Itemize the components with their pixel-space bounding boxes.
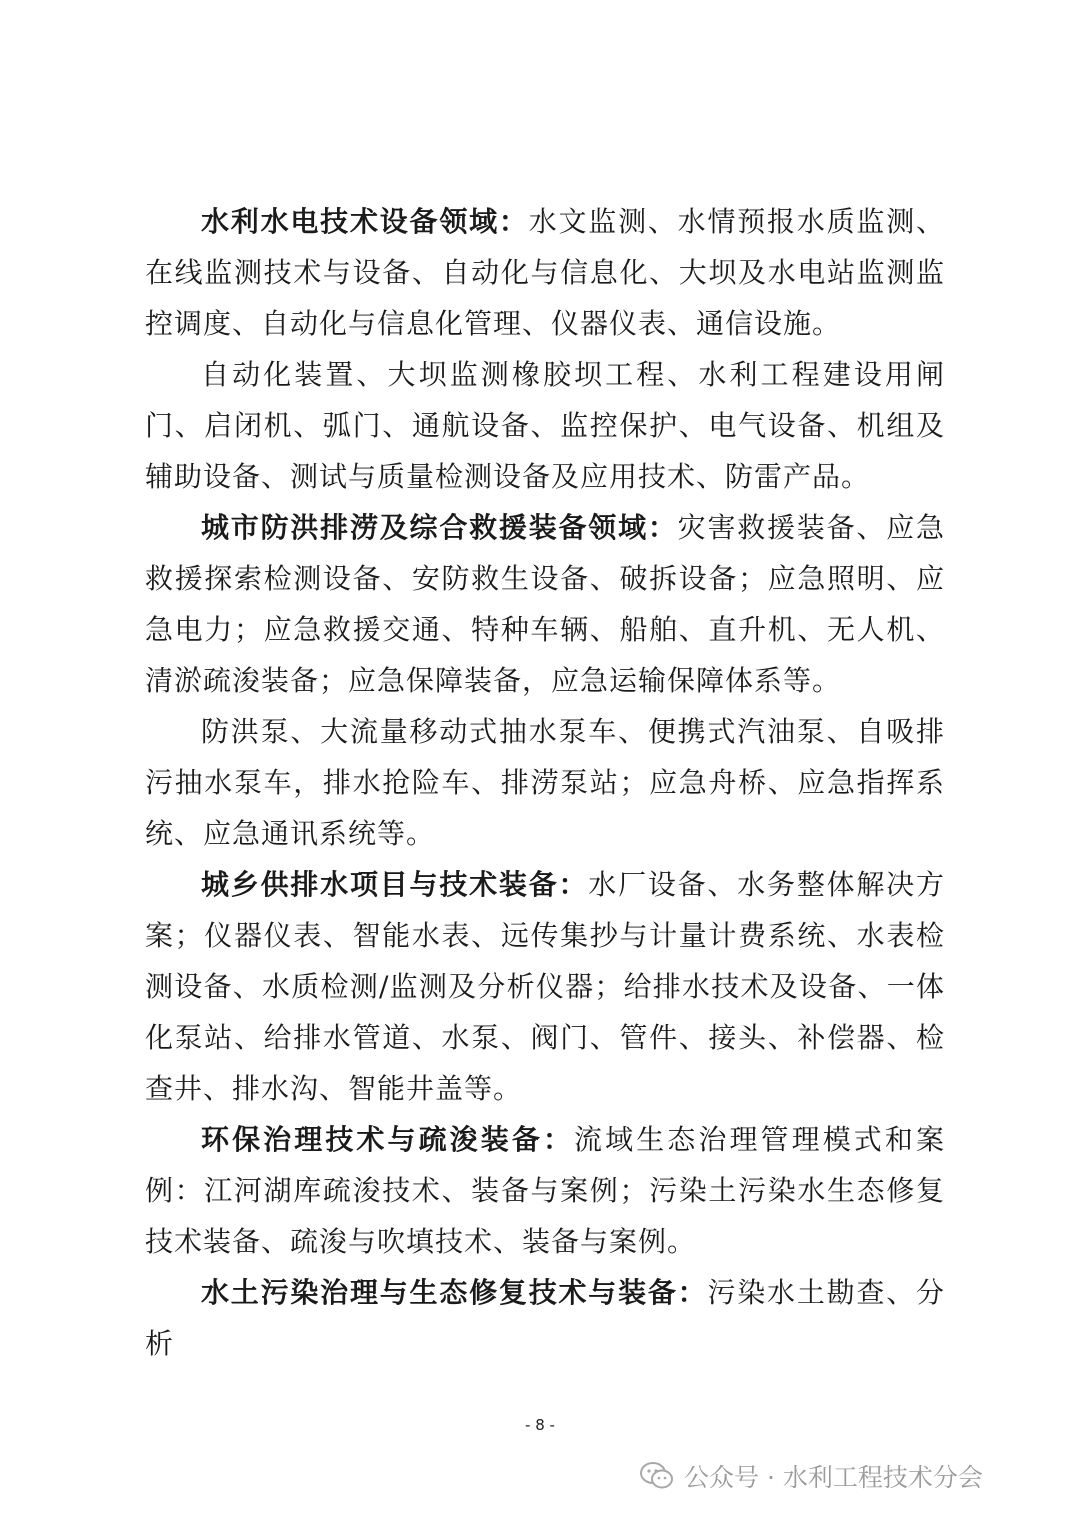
paragraph-pumps — [145, 706, 945, 859]
paragraph-environmental — [145, 1114, 945, 1267]
wechat-icon — [640, 1461, 674, 1491]
paragraph-text: 灾害救援装备、应急救援探索检测设备、安防救生设备、破拆设备；应急照明、应急电力；应急救援交通、特种车辆、船舶、直升机、无人机、清淤疏浚装备；应急保障装备，应急运输保障体系等。 — [145, 511, 945, 697]
paragraph-text: 防洪泵、大流量移动式抽水泵车、便携式汽油泵、自吸排污抽水泵车，排水抢险车、排涝泵站；应急舟桥、应急指挥系统、应急通讯系统等。 — [145, 715, 945, 850]
paragraph-heading: 城乡供排水项目与技术装备： — [201, 868, 589, 901]
paragraph-text: 水厂设备、水务整体解决方案；仪器仪表、智能水表、远传集抄与计量计费系统、水表检测设备、水质检测/监测及分析仪器；给排水技术及设备、一体化泵站、给排水管道、水泵、阀门、管件、接头、补偿器、检查井、排水沟、智能井盖等。 — [145, 868, 945, 1105]
paragraph-soil-pollution — [145, 1267, 945, 1369]
watermark — [640, 1458, 983, 1494]
paragraph-flood-rescue — [145, 502, 945, 706]
paragraph-text: 自动化装置、大坝监测橡胶坝工程、水利工程建设用闸门、启闭机、弧门、通航设备、监控保护、电气设备、机组及辅助设备、测试与质量检测设备及应用技术、防雷产品。 — [145, 358, 945, 493]
paragraph-text: 污染水土勘查、分析 — [145, 1276, 945, 1360]
paragraph-text: 水文监测、水情预报水质监测、在线监测技术与设备、自动化与信息化、大坝及水电站监测监控调度、自动化与信息化管理、仪器仪表、通信设施。 — [145, 205, 945, 340]
watermark-text: 公众号 · 水利工程技术分会 — [684, 1463, 983, 1492]
paragraph-automation — [145, 349, 945, 502]
paragraph-text: 流域生态治理管理模式和案例：江河湖库疏浚技术、装备与案例；污染土污染水生态修复技术装备、疏浚与吹填技术、装备与案例。 — [145, 1123, 945, 1258]
paragraph-heading: 水利水电技术设备领域： — [201, 205, 529, 238]
paragraph-water-supply — [145, 859, 945, 1114]
page-number: - 8 - — [525, 1416, 555, 1434]
paragraph-heading: 环保治理技术与疏浚装备： — [201, 1123, 575, 1156]
document-body — [145, 196, 945, 1369]
paragraph-heading: 城市防洪排涝及综合救援装备领域： — [201, 511, 678, 544]
paragraph-heading: 水土污染治理与生态修复技术与装备： — [201, 1276, 708, 1309]
paragraph-hydro-equipment — [145, 196, 945, 349]
